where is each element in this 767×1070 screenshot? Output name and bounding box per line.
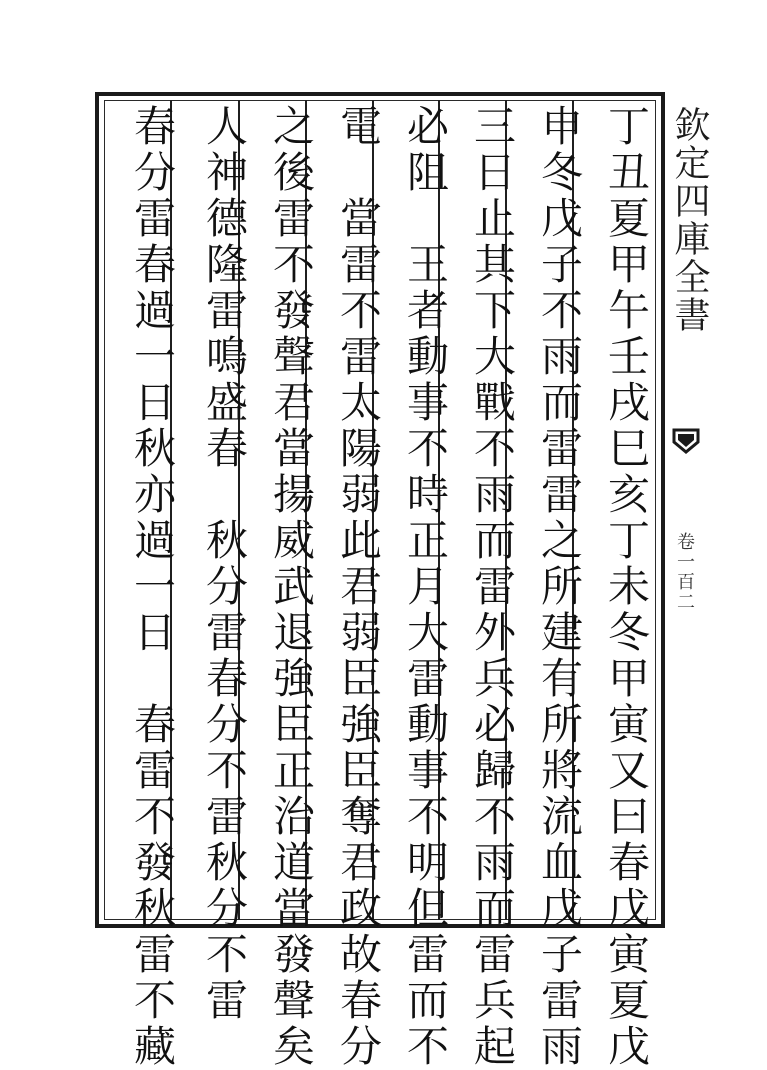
text-column-3: 三日止其下大戰不雨而雷外兵必歸不雨而雷兵起 <box>468 104 517 1070</box>
fishtail-mark-icon <box>672 428 700 458</box>
text-column-7: 人神德隆雷鳴盛春 秋分雷春分不雷秋分不雷 <box>200 104 249 1024</box>
text-column-1: 丁丑夏甲午壬戌巳亥丁未冬甲寅又曰春戊寅夏戊 <box>602 104 651 1070</box>
text-column-4: 必阻 王者動事不時正月大雷動事不明但雷而不 <box>401 104 450 1070</box>
book-title: 欽定四庫全書 <box>669 106 710 334</box>
volume-number: 卷一百二 <box>674 532 695 612</box>
page-header-column <box>656 102 716 922</box>
text-column-2: 申冬戊子不雨而雷雷之所建有所將流血戊子雷雨 <box>535 104 584 1070</box>
text-column-8: 春分雷春過一日秋亦過一日 春雷不發秋雷不藏 <box>128 104 177 1070</box>
text-column-6: 之後雷不發聲君當揚威武退強臣正治道當發聲矣 <box>267 104 316 1070</box>
text-column-5: 電 當雷不雷太陽弱此君弱臣強臣奪君政故春分 <box>334 104 383 1070</box>
